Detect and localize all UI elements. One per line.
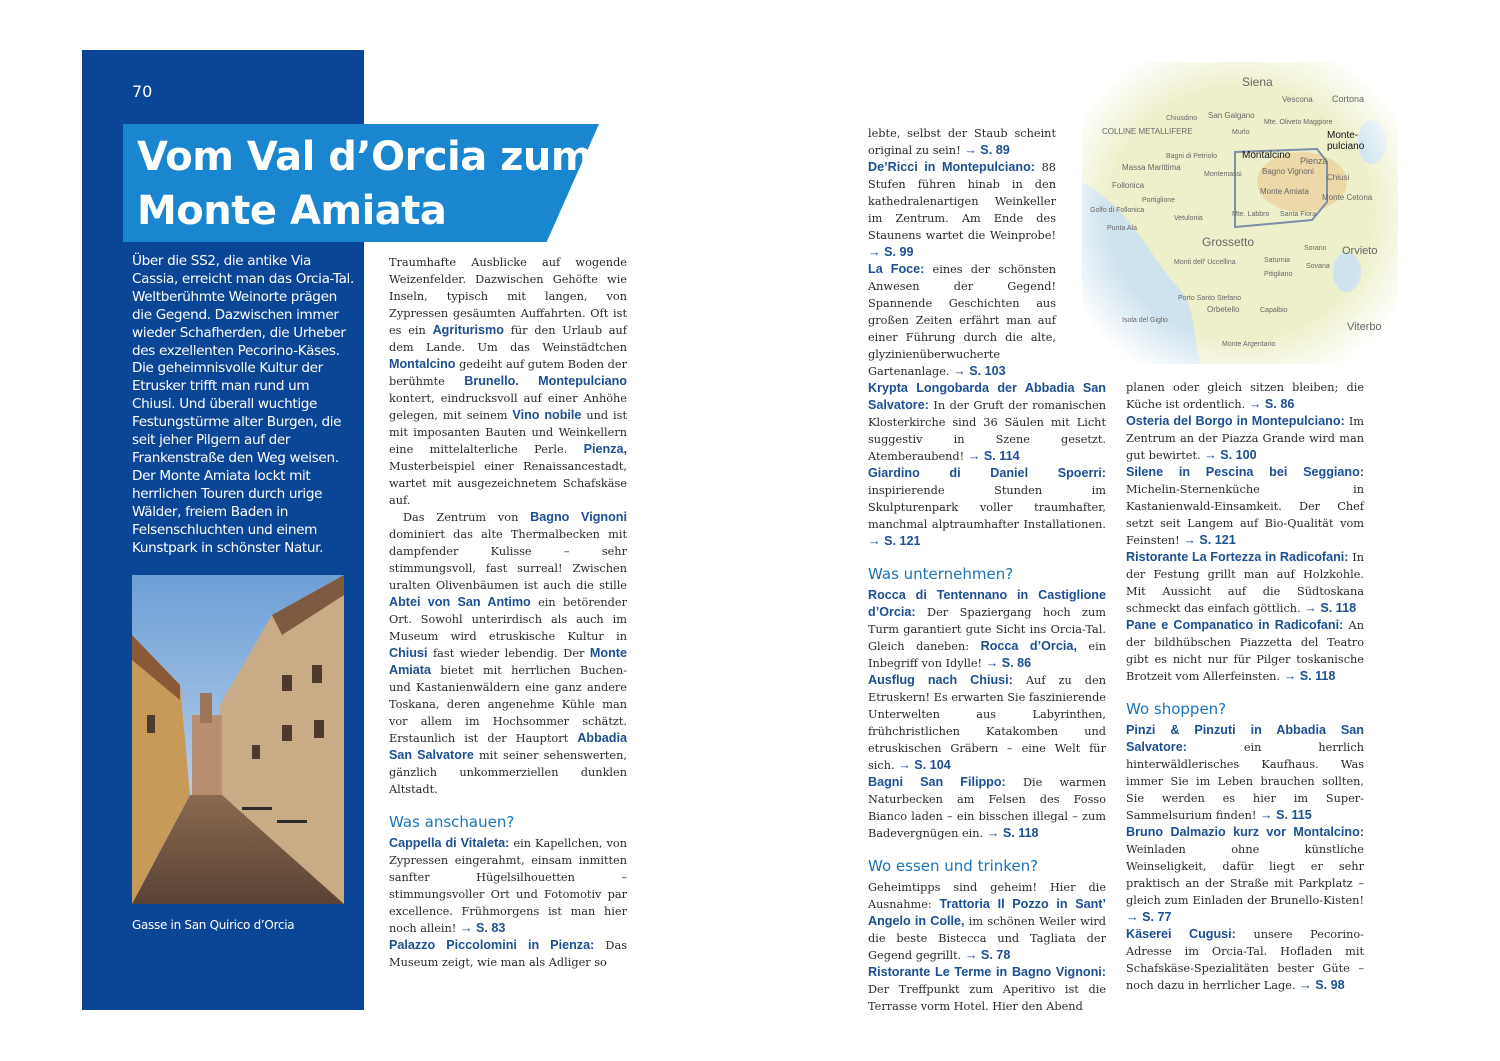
- text-run: mit seiner sehenswerten, gänzlich unkommerziellen dunklen Altstadt.: [389, 749, 627, 796]
- highlight-term: Ristorante La Fortezza in Radicofani:: [1126, 550, 1349, 564]
- paragraph: [389, 835, 627, 937]
- map-label: pulciano: [1327, 141, 1365, 152]
- highlight-term: Ausflug nach Chiusi:: [868, 673, 1013, 687]
- text-run: Das Museum zeigt, wie man als Adliger so: [389, 939, 628, 969]
- paragraph: [868, 964, 1106, 1015]
- map-label: Portiglione: [1142, 197, 1176, 204]
- page-reference-link[interactable]: → S. 114: [967, 449, 1020, 463]
- text-run: Der Spaziergang hoch zum Turm garantiert gute Sicht ins Orcia-Tal. Gleich daneben:: [868, 606, 1106, 653]
- page-reference-link[interactable]: → S. 118: [1283, 669, 1336, 683]
- map-label: Murlo: [1232, 129, 1250, 136]
- text-run: Die warmen Naturbecken am Felsen des Fosso Bianco laden – ein bisschen illegal – zum Badevergnügen ein.: [868, 776, 1106, 840]
- map-label: Vetulonia: [1174, 215, 1203, 222]
- street-photo: [132, 575, 344, 904]
- page-reference-link[interactable]: → S. 78: [964, 948, 1011, 962]
- text-run: ein Inbegriff von Idylle!: [868, 640, 1106, 670]
- map-label: Orbetello: [1207, 305, 1240, 314]
- text-run: In der Gruft der romanischen Klosterkirche sind 36 Säulen mit Licht suggestiv in Szene gesetzt. Atemberaubend!: [868, 399, 1106, 463]
- highlight-term: Käserei Cugusi:: [1126, 927, 1236, 941]
- map-label: Monte-: [1327, 130, 1359, 141]
- highlight-term: Bruno Dalmazio kurz vor Montalcino:: [1126, 825, 1364, 839]
- highlight-term: Silene in Pescina bei Seggiano:: [1126, 465, 1364, 479]
- map-label: Orvieto: [1342, 245, 1378, 257]
- text-run: bietet mit herrlichen Buchen- und Kastanienwäldern eine ganz andere Toskana, deren angenehme Kühle man vor allem im Hochsommer schätzt. Erstaunlich ist der Hauptort: [389, 664, 627, 745]
- text-run: Weinladen ohne künstliche Weinseligkeit, dafür liegt er sehr praktisch an der Straße mit Parkplatz – gleich zum Einladen der Brunello-Kisten!: [1126, 843, 1364, 907]
- paragraph: [389, 937, 627, 971]
- map-label: Monte Argentario: [1222, 341, 1276, 348]
- text-run: Geheimtipps sind geheim! Hier die Ausnahme:: [868, 881, 1106, 911]
- map-label: Pitigliano: [1264, 271, 1293, 278]
- text-run: Der Treffpunkt zum Aperitivo ist die Terrasse vorm Hotel. Hier den Abend: [868, 983, 1106, 1013]
- chapter-title: [137, 130, 592, 238]
- map-label: Chiusi: [1327, 173, 1350, 182]
- text-run: In der Festung grillt man auf Holzkohle. Mit Aussicht auf die Südtoskana schmeckt das einfach göttlich.: [1126, 551, 1364, 615]
- highlight-term: Abtei von San Antimo: [389, 595, 531, 609]
- text-run: planen oder gleich sitzen bleiben; die Küche ist ordentlich.: [1126, 381, 1364, 411]
- map-label: Saturnia: [1264, 257, 1291, 264]
- text-run: lebte, selbst der Staub scheint original zu sein!: [868, 127, 1056, 157]
- map-label: Follonica: [1112, 181, 1145, 190]
- text-column-2: [868, 125, 1106, 1015]
- map-label: Sovana: [1306, 263, 1330, 270]
- page-reference-link[interactable]: → S. 98: [1299, 978, 1345, 992]
- page-reference-link[interactable]: → S. 86: [1248, 397, 1295, 411]
- paragraph: [1126, 617, 1364, 685]
- highlight-term: Trattoria Il Pozzo in Sant’ Angelo in Colle,: [868, 897, 1106, 928]
- paragraph: [1126, 926, 1364, 994]
- map-label: Grossetto: [1202, 235, 1255, 249]
- map-label: Vescona: [1282, 95, 1313, 104]
- map-label: Siena: [1242, 75, 1273, 89]
- highlight-term: Rocca d’Orcia,: [980, 639, 1077, 653]
- text-run: eines der schönsten Anwesen der Gegend! Spannende Geschichten aus großen Zeiten erfährt man auf einer Führung durch die alte, glyzinienüberwucherte Gartenanlage.: [868, 263, 1056, 378]
- text-run: 88 Stufen führen hinab in den kathedralenartigen Weinkeller im Zentrum. Am Ende des Staunens wartet die Weinprobe!: [868, 161, 1056, 242]
- page-reference-link[interactable]: → S. 77: [1126, 910, 1172, 924]
- highlight-term: Brunello. Montepulciano: [464, 374, 627, 388]
- map-label: San Galgano: [1208, 111, 1255, 120]
- map-label: Cortona: [1332, 94, 1365, 104]
- map-label: Monte Amiata: [1260, 187, 1309, 196]
- map-label: Chiusdino: [1166, 115, 1198, 122]
- highlight-term: Pienza,: [583, 442, 627, 456]
- region-map: [1082, 62, 1398, 364]
- map-label: Mte. Labbro: [1232, 211, 1270, 218]
- sidebar-content: [132, 253, 354, 932]
- paragraph: [868, 465, 1106, 550]
- page-reference-link[interactable]: → S. 83: [459, 921, 506, 935]
- highlight-term: Monte Amiata: [389, 646, 627, 677]
- text-run: kontert, eindrucksvoll auf einer Anhöhe gelegen, mit seinem: [389, 392, 627, 422]
- map-label: Montemassi: [1204, 171, 1242, 178]
- page-reference-link[interactable]: → S. 103: [953, 364, 1006, 378]
- text-run: und ist mit imposanten Bauten und Weinkellern eine mittelalterliche Perle.: [389, 409, 627, 456]
- highlight-term: Osteria del Borgo in Montepulciano:: [1126, 414, 1345, 428]
- highlight-term: Agriturismo: [432, 323, 504, 337]
- highlight-term: Pane e Companatico in Radicofani:: [1126, 618, 1344, 632]
- intro-text: Über die SS2, die antike Via Cassia, erreicht man das Orcia-Tal. Weltberühmte Weinorte prägen die Gegend. Dazwischen immer wieder Schafherden, die Urheber des exzellenten Pecorino-Käses. Die geheimnisvolle Kultur der Etrusker trifft man rund um Chiusi. Und überall wuchtige Festungstürme alter Burgen, die seit jeher Pilgern auf der Frankenstraße den Weg weisen. Der Monte Amiata lockt mit herrlichen Touren durch urige Wälder, freiem Baden in Felsenschluchten und einem Kunstpark in schönster Natur.: [132, 253, 354, 556]
- map-label: Capalbio: [1260, 307, 1288, 314]
- map-label: Porto Santo Stefano: [1178, 295, 1242, 302]
- map-label: Santa Fiora: [1280, 211, 1317, 218]
- paragraph: [389, 254, 627, 509]
- text-run: für den Urlaub auf dem Lande. Um das Weinstädtchen: [389, 324, 627, 354]
- highlight-term: Montalcino: [389, 357, 456, 371]
- highlight-term: Vino nobile: [512, 408, 582, 422]
- page-reference-link[interactable]: → S. 118: [1304, 601, 1357, 615]
- map-label: Bagno Vignoni: [1262, 167, 1314, 176]
- map-label: Punta Ala: [1107, 225, 1137, 232]
- map-label: COLLINE METALLIFERE: [1102, 127, 1193, 136]
- paragraph: [1126, 379, 1364, 413]
- text-run: ein Kapellchen, von Zypressen eingerahmt, einsam inmitten sanfter Hügelsilhouetten – stimmungsvoller Ort und Fotomotiv par excellence. Frühmorgens ist man hier noch allein!: [389, 837, 627, 935]
- map-label: Monte Cetona: [1322, 193, 1373, 202]
- highlight-term: Cappella di Vitaleta:: [389, 836, 510, 850]
- paragraph: [1126, 464, 1364, 549]
- highlight-term: Giardino di Daniel Spoerri:: [868, 466, 1106, 480]
- text-run: unsere Pecorino-Adresse im Orcia-Tal. Hofladen mit Schafskäse-Spezialitäten bester Güte – noch dazu in herrlicher Lage.: [1126, 928, 1364, 992]
- text-run: dominiert das alte Thermalbecken mit dampfender Kulisse – sehr stimmungsvoll, fast surreal! Zwischen uralten Olivenbäumen ist auch die stille: [389, 528, 627, 592]
- highlight-term: Ristorante Le Terme in Bagno Vignoni:: [868, 965, 1106, 979]
- highlight-term: Rocca di Tentennano in Castiglione d’Orcia:: [868, 588, 1106, 619]
- text-run: Das Zentrum von: [403, 511, 531, 524]
- highlight-term: Bagni San Filippo:: [868, 775, 1006, 789]
- map-label: Golfo di Follonica: [1090, 207, 1145, 214]
- title-line-2: Monte Amiata: [137, 188, 447, 234]
- map-label: Pienza: [1300, 156, 1328, 166]
- paragraph: [389, 509, 627, 798]
- text-run: Michelin-Sternenküche in Kastanienwald-Einsamkeit. Der Chef setzt seit Langem auf Bio-Qualität vom Feinsten!: [1126, 483, 1364, 547]
- page-reference-link[interactable]: → S. 86: [985, 656, 1032, 670]
- page-reference-link[interactable]: → S. 99: [868, 245, 914, 259]
- text-column-1: [389, 254, 627, 971]
- text-column-3: [1126, 379, 1364, 994]
- paragraph: [868, 672, 1106, 774]
- paragraph: [1126, 549, 1364, 617]
- paragraph: [868, 380, 1106, 465]
- map-label: Mte. Oliveto Maggiore: [1264, 119, 1333, 126]
- highlight-term: Krypta Longobarda der Abbadia San Salvatore:: [868, 381, 1106, 412]
- page-reference-link[interactable]: → S. 115: [1260, 808, 1312, 822]
- section-heading: Wo shoppen?: [1126, 700, 1227, 718]
- text-run: Musterbeispiel einer Renaissancestadt, wartet mit ausgezeichnetem Schafskäse auf.: [389, 460, 627, 507]
- paragraph: [868, 879, 1106, 964]
- text-run: Im Zentrum an der Piazza Grande wird man gut bewirtet.: [1126, 415, 1365, 462]
- text-run: im schönen Weiler wird die beste Bistecca und Tagliata der Gegend gegrillt.: [868, 915, 1106, 962]
- text-run: An der bildhübschen Piazzetta del Teatro gibt es nicht nur für Pilger toskanische Brotzeit vom Allerfeinsten.: [1126, 619, 1364, 683]
- text-run: fast wieder lebendig. Der: [427, 647, 590, 660]
- page-reference-link[interactable]: → S. 100: [1204, 448, 1257, 462]
- text-run: inspirierende Stunden im Skulpturenpark voller traumhafter, manchmal alptraumhafter Installationen.: [868, 484, 1106, 531]
- highlight-term: Palazzo Piccolomini in Pienza:: [389, 938, 595, 952]
- paragraph: [1126, 722, 1364, 824]
- map-label: Isola del Giglio: [1122, 317, 1168, 324]
- page-number: 70: [132, 82, 153, 101]
- map-label: Massa Marittima: [1122, 163, 1181, 172]
- map-label: Bagni di Petriolo: [1166, 153, 1217, 160]
- page-reference-link[interactable]: → S. 89: [964, 143, 1010, 157]
- page-reference-link[interactable]: → S. 104: [898, 758, 951, 772]
- highlight-term: Bagno Vignoni: [530, 510, 627, 524]
- map-label: Montalcino: [1242, 150, 1291, 161]
- page-reference-link[interactable]: → S. 121: [868, 534, 921, 548]
- photo-caption: Gasse in San Quirico d’Orcia: [132, 918, 295, 933]
- page-reference-link[interactable]: → S. 118: [986, 826, 1039, 840]
- highlight-term: La Foce:: [868, 262, 925, 276]
- highlight-term: Pinzi & Pinzuti in Abbadia San Salvatore:: [1126, 723, 1364, 754]
- map-label: Monti dell' Uccellina: [1174, 259, 1236, 266]
- paragraph: [1126, 413, 1364, 464]
- map-label: Sorano: [1304, 245, 1327, 252]
- section-heading: Wo essen und trinken?: [868, 857, 1039, 875]
- section-heading: Was anschauen?: [389, 813, 515, 831]
- highlight-term: De’Ricci in Montepulciano:: [868, 160, 1035, 174]
- highlight-term: Abbadia San Salvatore: [389, 731, 627, 762]
- map-label: Viterbo: [1347, 321, 1382, 333]
- text-run: ein herrlich hinterwäldlerisches Kaufhaus. Was immer Sie im Leben brauchen sollten, Sie werden es hier im Super-Sammelsurium finden!: [1126, 741, 1364, 822]
- highlight-term: Chiusi: [389, 646, 428, 660]
- text-run: gedeiht auf gutem Boden der berühmte: [389, 358, 627, 388]
- paragraph: [1126, 824, 1364, 926]
- section-heading: Was unternehmen?: [868, 565, 1014, 583]
- text-run: ein betörender Ort. Sowohl unterirdisch als auch im Museum wird etruskische Kultur in: [389, 596, 627, 643]
- title-line-1: Vom Val d’Orcia zum: [137, 134, 593, 180]
- paragraph: [868, 587, 1106, 672]
- paragraph: [868, 774, 1106, 842]
- text-run: Traumhafte Ausblicke auf wogende Weizenfelder. Dazwischen Gehöfte wie Inseln, typisch mit langen, von Zypressen gesäumten Auffahrten. Oft ist es ein: [389, 256, 627, 337]
- page-reference-link[interactable]: → S. 121: [1183, 533, 1236, 547]
- text-run: Auf zu den Etruskern! Es erwarten Sie faszinierende Unterwelten aus Labyrinthen, frühchristlichen Katakomben und etruskischen Gräbern – eine Welt für sich.: [868, 674, 1107, 772]
